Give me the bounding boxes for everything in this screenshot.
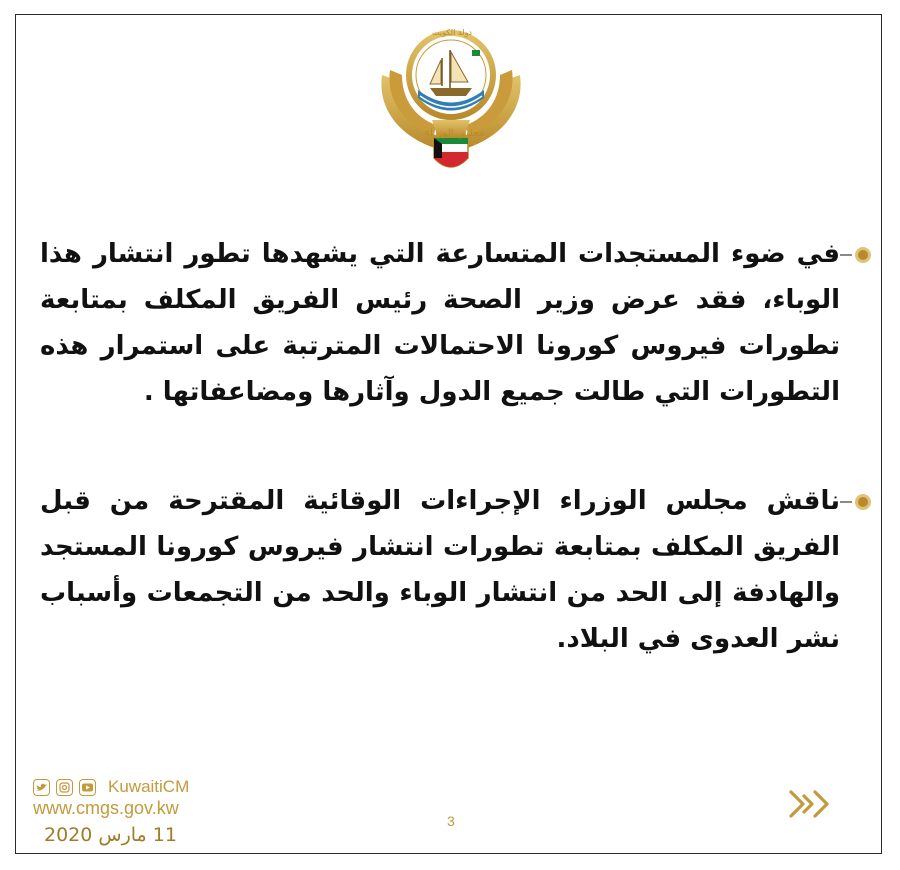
emblem-top-text: دولة الكويت [432,28,472,37]
bullet-icon [840,493,874,511]
social-row [33,777,189,797]
twitter-icon[interactable] [33,779,50,796]
youtube-icon[interactable] [79,779,96,796]
instagram-icon[interactable] [56,779,73,796]
date-text: 11 مارس 2020 [44,824,177,846]
emblem-side-text: مجلس الوزراء [425,128,485,139]
paragraph-2: ناقش مجلس الوزراء الإجراءات الوقائية المقترحة من قبل الفريق المكلف بمتابعة تطورات انتشار فيروس كورونا المستجد والهادفة إلى الحد من انتشار الوباء والحد من التجمعات وأسباب نشر العدوى في البلاد. [40,486,840,654]
social-handle[interactable]: KuwaitiCM [108,777,190,796]
website-link[interactable]: www.cmgs.gov.kw [33,798,179,818]
kuwait-cabinet-emblem [372,20,530,180]
paragraph-1: في ضوء المستجدات المتسارعة التي يشهدها تطور انتشار هذا الوباء، فقد عرض وزير الصحة رئيس الفريق المكلف بمتابعة تطورات فيروس كورونا الاحتمالات المترتبة على استمرار هذه التطورات التي طالت جميع الدول وآثارها ومضاعفاتها . [40,239,840,407]
page-number: 3 [447,813,455,829]
bullet-icon [840,246,874,264]
next-chevrons-icon[interactable] [788,788,830,820]
